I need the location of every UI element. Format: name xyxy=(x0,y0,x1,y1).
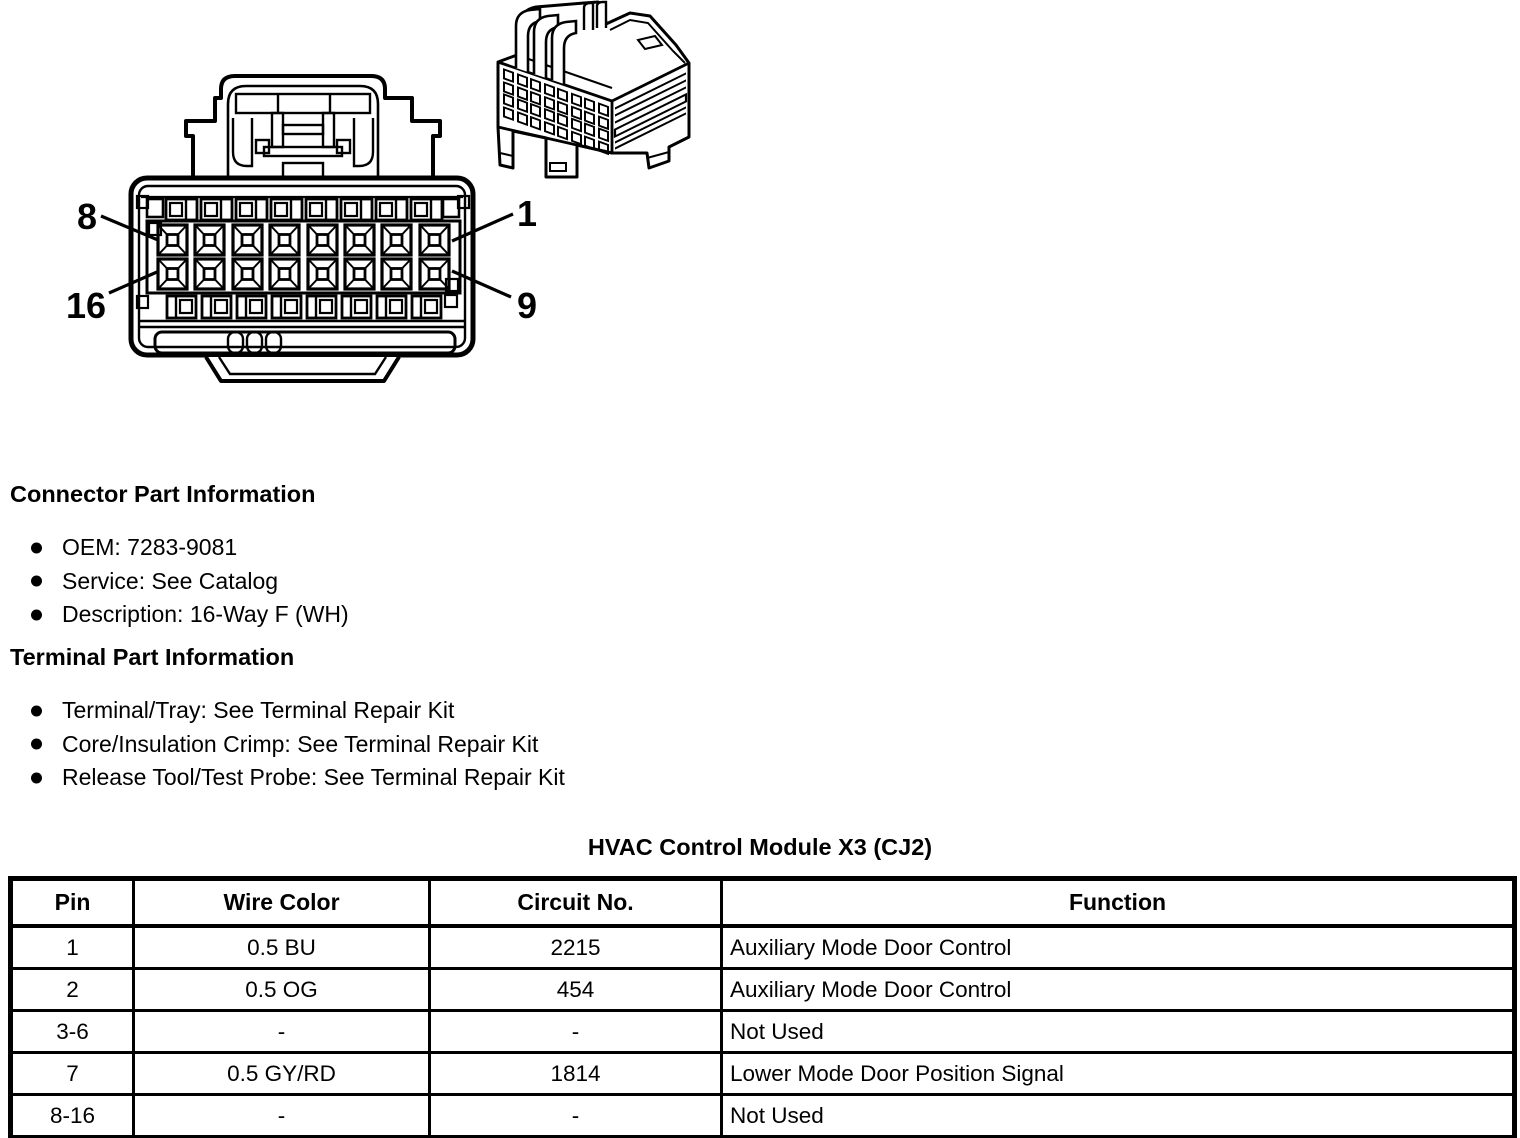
table-header-row xyxy=(11,879,1515,927)
cell-pin: 1 xyxy=(11,926,134,969)
table-row xyxy=(11,1011,1515,1053)
list-item xyxy=(0,598,900,632)
column-header-circuit: Circuit No. xyxy=(430,879,722,927)
cell-wire-color: 0.5 OG xyxy=(134,969,430,1011)
table-row xyxy=(11,969,1515,1011)
list-item xyxy=(0,761,900,795)
bullet-icon xyxy=(31,609,42,620)
column-header-wire: Wire Color xyxy=(134,879,430,927)
cell-circuit-no: - xyxy=(430,1011,722,1053)
connector-part-info-list xyxy=(0,531,900,632)
table-row xyxy=(11,926,1515,969)
perspective-view-diagram xyxy=(498,2,689,177)
cell-circuit-no: 2215 xyxy=(430,926,722,969)
pin-table xyxy=(8,876,1517,1138)
cell-pin: 2 xyxy=(11,969,134,1011)
cell-function: Not Used xyxy=(722,1011,1515,1053)
terminal-part-info-heading: Terminal Part Information xyxy=(10,644,295,670)
cell-wire-color: - xyxy=(134,1095,430,1138)
bullet-icon xyxy=(31,772,42,783)
pin-label-16: 16 xyxy=(65,285,107,326)
pin-label-8: 8 xyxy=(76,196,98,237)
column-header-function: Function xyxy=(722,879,1515,927)
connector-part-info-heading: Connector Part Information xyxy=(10,481,316,507)
cell-wire-color: 0.5 GY/RD xyxy=(134,1053,430,1095)
bullet-icon xyxy=(31,739,42,750)
connector-diagram xyxy=(0,0,760,440)
list-item-text: Service: See Catalog xyxy=(62,567,279,594)
cell-function: Auxiliary Mode Door Control xyxy=(722,969,1515,1011)
column-header-pin: Pin xyxy=(11,879,134,927)
list-item-text: Terminal/Tray: See Terminal Repair Kit xyxy=(62,697,455,724)
pin-table-title: HVAC Control Module X3 (CJ2) xyxy=(587,834,933,860)
cell-function: Auxiliary Mode Door Control xyxy=(722,926,1515,969)
table-row xyxy=(11,1053,1515,1095)
cell-wire-color: 0.5 BU xyxy=(134,926,430,969)
pin-label-9: 9 xyxy=(516,285,538,326)
table-row xyxy=(11,1095,1515,1138)
cell-pin: 7 xyxy=(11,1053,134,1095)
list-item xyxy=(0,565,900,599)
list-item-text: Description: 16-Way F (WH) xyxy=(62,601,349,628)
list-item-text: Release Tool/Test Probe: See Terminal Repair Kit xyxy=(62,764,565,791)
list-item-text: Core/Insulation Crimp: See Terminal Repair Kit xyxy=(62,730,539,757)
bullet-icon xyxy=(31,705,42,716)
list-item xyxy=(0,728,900,762)
list-item xyxy=(0,694,900,728)
cell-function: Lower Mode Door Position Signal xyxy=(722,1053,1515,1095)
cell-circuit-no: - xyxy=(430,1095,722,1138)
cell-wire-color: - xyxy=(134,1011,430,1053)
terminal-part-info-list xyxy=(0,694,900,795)
cell-circuit-no: 1814 xyxy=(430,1053,722,1095)
list-item xyxy=(0,531,900,565)
cell-circuit-no: 454 xyxy=(430,969,722,1011)
bullet-icon xyxy=(31,542,42,553)
cell-pin: 3-6 xyxy=(11,1011,134,1053)
cell-pin: 8-16 xyxy=(11,1095,134,1138)
list-item-text: OEM: 7283-9081 xyxy=(62,534,238,561)
cell-function: Not Used xyxy=(722,1095,1515,1138)
front-view-diagram xyxy=(131,76,473,381)
bullet-icon xyxy=(31,576,42,587)
pin-label-1: 1 xyxy=(516,193,538,234)
